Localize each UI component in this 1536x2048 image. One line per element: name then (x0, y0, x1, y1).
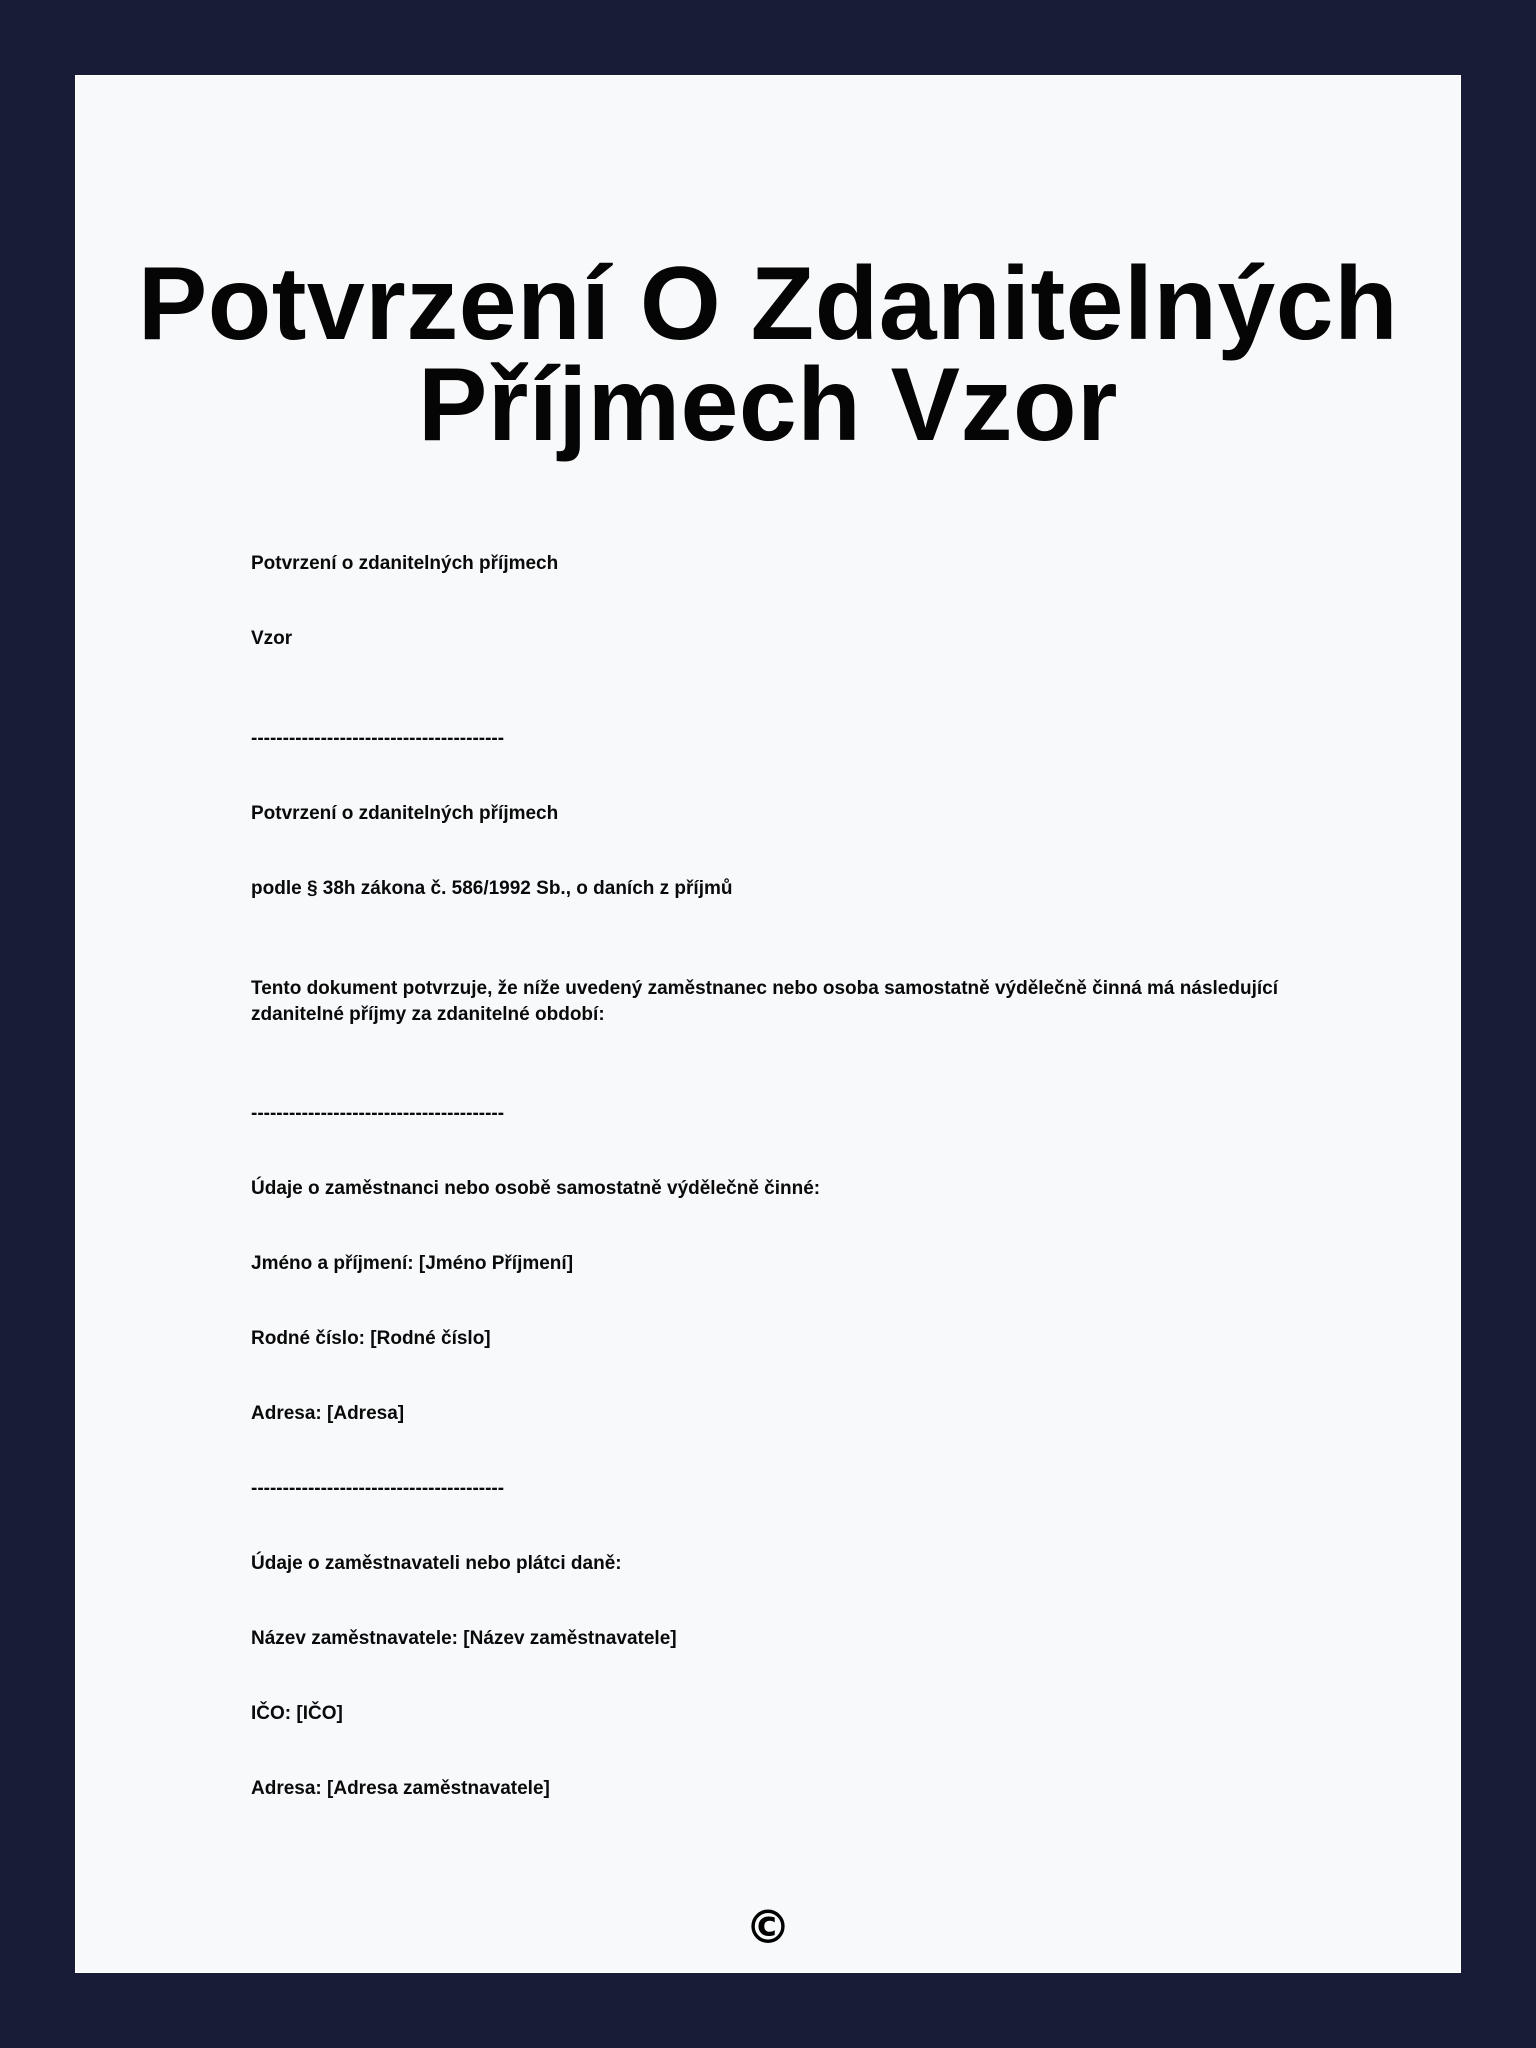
employer-section-heading: Údaje o zaměstnavateli nebo plátci daně: (251, 1553, 622, 1574)
separator-line: ---------------------------------------- (251, 728, 505, 749)
separator-line: ---------------------------------------- (251, 1103, 505, 1124)
document-page (75, 75, 1461, 1973)
copyright-icon: © (745, 1900, 791, 1954)
employee-name-field: Jméno a příjmení: [Jméno Příjmení] (251, 1253, 574, 1274)
employer-name-field: Název zaměstnavatele: [Název zaměstnavatele] (251, 1628, 677, 1649)
separator-line: ---------------------------------------- (251, 1478, 505, 1499)
document-title: Potvrzení O Zdanitelných Příjmech Vzor (137, 246, 1399, 463)
heading-line: Potvrzení o zdanitelných příjmech (251, 553, 559, 574)
intro-paragraph: Tento dokument potvrzuje, že níže uvedený zaměstnanec nebo osoba samostatně výdělečně činná má následující zdanitelné příjmy za zdanitelné období: (251, 978, 1278, 1025)
employer-ico-field: IČO: [IČO] (251, 1703, 343, 1724)
section-heading-line: Potvrzení o zdanitelných příjmech (251, 803, 559, 824)
employee-address-field: Adresa: [Adresa] (251, 1403, 405, 1424)
subheading-line: Vzor (251, 628, 293, 649)
employee-section-heading: Údaje o zaměstnanci nebo osobě samostatně výdělečně činné: (251, 1178, 821, 1199)
legal-reference-line: podle § 38h zákona č. 586/1992 Sb., o daních z příjmů (251, 878, 733, 899)
employer-address-field: Adresa: [Adresa zaměstnavatele] (251, 1778, 550, 1799)
employee-birth-number-field: Rodné číslo: [Rodné číslo] (251, 1328, 491, 1349)
